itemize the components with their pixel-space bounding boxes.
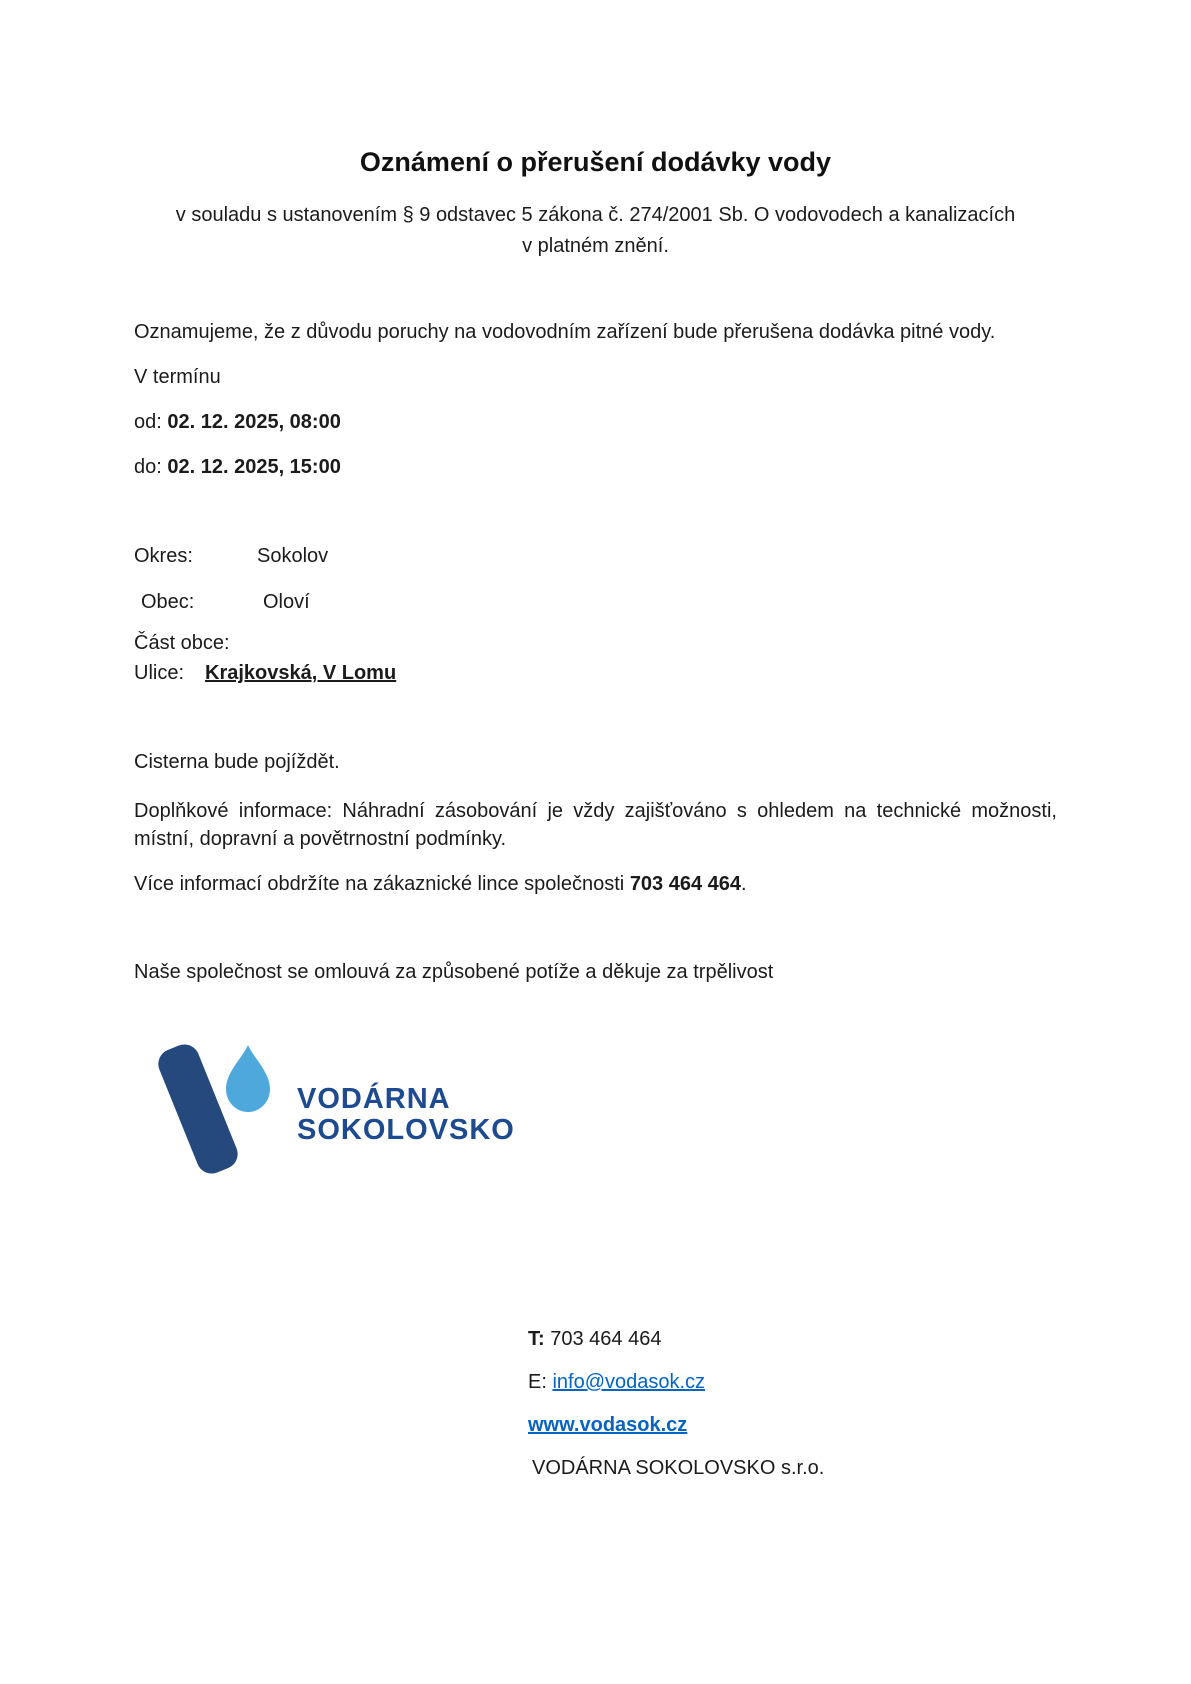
contact-phone-row xyxy=(528,1325,1057,1353)
contact-block xyxy=(528,1325,1057,1482)
more-info-text: Více informací obdržíte na zákaznické lince společnosti xyxy=(134,873,630,895)
district-part-street-block xyxy=(134,628,1057,688)
term-to-label: do: xyxy=(134,456,168,478)
municipality-label: Obec: xyxy=(141,591,195,613)
district-part-row xyxy=(134,628,1057,658)
subtitle-line-1: v souladu s ustanovením § 9 odstavec 5 zákona č. 274/2001 Sb. O vodovodech a kanalizacích xyxy=(175,204,1016,226)
contact-email-label: E: xyxy=(528,1371,553,1393)
more-info-paragraph xyxy=(134,870,1057,898)
subtitle xyxy=(134,200,1057,262)
apology-paragraph: Naše společnost se omlouvá za způsobené potíže a děkuje za trpělivost xyxy=(134,961,774,983)
announcement-paragraph: Oznamujeme, že z důvodu poruchy na vodovodním zařízení bude přerušena dodávka pitné vody. xyxy=(134,321,996,343)
cistern-note: Cisterna bude pojíždět. xyxy=(134,751,340,773)
contact-email-link[interactable]: info@vodasok.cz xyxy=(552,1371,706,1393)
contact-phone-value: 703 464 464 xyxy=(544,1328,662,1350)
street-row xyxy=(134,658,1057,688)
term-from-value: 02. 12. 2025, 08:00 xyxy=(167,411,341,433)
logo-text-line-2: SOKOLOVSKO xyxy=(297,1114,515,1146)
term-from-label: od: xyxy=(134,411,168,433)
district-row xyxy=(134,542,1057,570)
contact-website-link[interactable]: www.vodasok.cz xyxy=(528,1414,688,1436)
term-label: V termínu xyxy=(134,366,221,388)
municipality-value: Oloví xyxy=(263,591,310,613)
contact-website-row xyxy=(528,1411,1057,1439)
more-info-phone: 703 464 464 xyxy=(629,873,742,895)
term-to-row xyxy=(134,453,1057,481)
company-logo xyxy=(140,1040,520,1180)
logo-text-line-1: VODÁRNA xyxy=(297,1083,451,1115)
water-drop-icon xyxy=(226,1045,270,1112)
logo-v-stroke xyxy=(154,1040,242,1178)
company-name: VODÁRNA SOKOLOVSKO s.r.o. xyxy=(532,1457,825,1479)
contact-email-row xyxy=(528,1368,1057,1396)
district-label: Okres: xyxy=(134,545,193,567)
term-from-row xyxy=(134,408,1057,436)
street-label: Ulice: xyxy=(134,662,185,684)
subtitle-line-2: v platném znění. xyxy=(522,235,669,257)
term-to-value: 02. 12. 2025, 15:00 xyxy=(167,456,341,478)
district-value: Sokolov xyxy=(257,545,329,567)
contact-phone-label: T: xyxy=(528,1328,545,1350)
more-info-period: . xyxy=(741,873,747,895)
page-title: Oznámení o přerušení dodávky vody xyxy=(359,147,832,177)
municipality-row xyxy=(134,588,1057,616)
additional-info-paragraph: Doplňkové informace: Náhradní zásobování je vždy zajišťováno s ohledem na technické možnosti, místní, dopravní a povětrnostní podmínky. xyxy=(134,800,1057,850)
street-value: Krajkovská, V Lomu xyxy=(205,662,397,684)
district-part-label: Část obce: xyxy=(134,632,230,654)
